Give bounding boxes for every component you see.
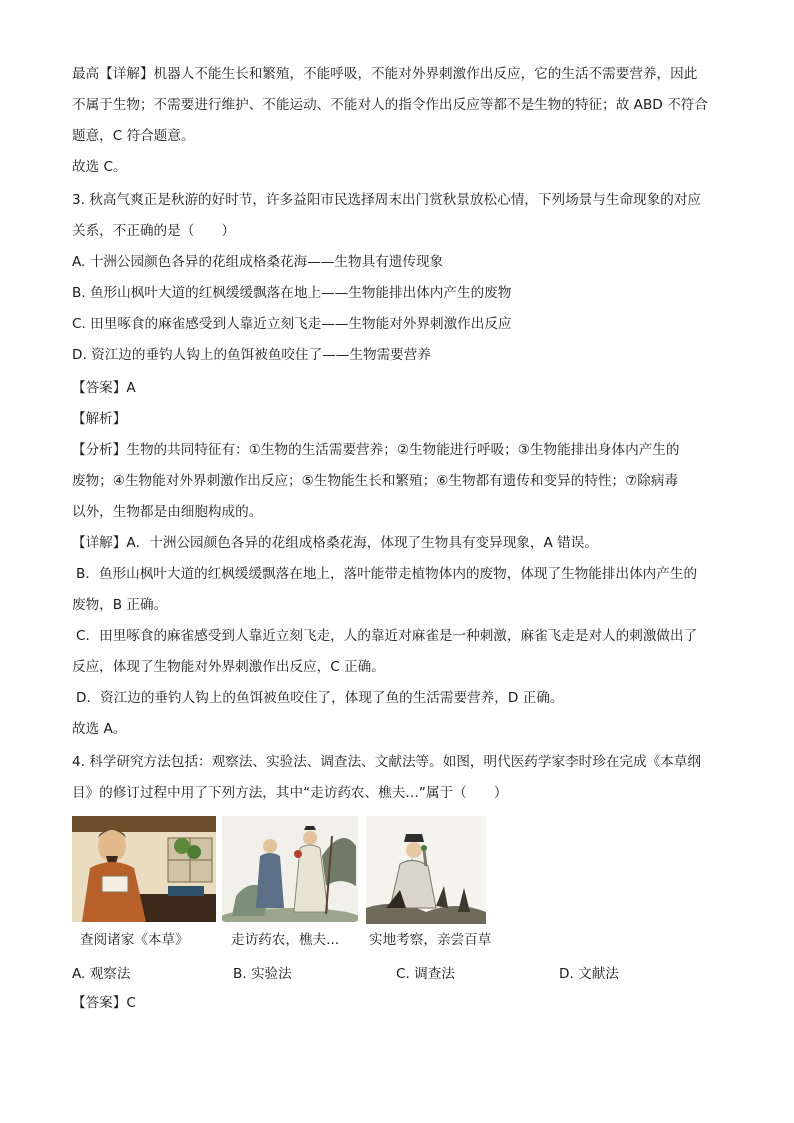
figure-tasting-herbs [366,816,486,924]
figure-reading-scholar [72,816,216,922]
option-d: D. 文献法 [559,966,619,982]
figure-caption: 走访药农，樵夫... [231,932,340,948]
figure-caption: 实地考察，亲尝百草 [369,932,492,948]
explanation-line: B．鱼形山枫叶大道的红枫缓缓飘落在地上，落叶能带走植物体内的废物，体现了生物能排出体内产生的 [76,566,698,582]
option-a: A. 十洲公园颜色各异的花组成格桑花海——生物具有遗传现象 [72,254,444,270]
paragraph-line: 题意，C 符合题意。 [72,128,195,144]
explanation-line: 反应，体现了生物能对外界刺激作出反应，C 正确。 [72,659,385,675]
conclusion-line: 故选 C。 [72,159,127,175]
figure-visiting-farmers [222,816,358,922]
option-b: B. 鱼形山枫叶大道的红枫缓缓飘落在地上——生物能排出体内产生的废物 [72,285,512,301]
option-c: C. 调查法 [396,966,455,982]
option-c: C. 田里啄食的麻雀感受到人靠近立刻飞走——生物能对外界刺激作出反应 [72,316,512,332]
question-3-stem: 关系，不正确的是（ ） [72,223,236,239]
question-4-stem: 目》的修订过程中用了下列方法，其中“走访药农、樵夫…”属于（ ） [72,785,508,801]
option-b: B. 实验法 [233,966,292,982]
explanation-line: D．资江边的垂钓人钩上的鱼饵被鱼咬住了，体现了鱼的生活需要营养，D 正确。 [76,690,564,706]
option-a: A. 观察法 [72,966,131,982]
analysis-line: 【分析】生物的共同特征有：①生物的生活需要营养；②生物能进行呼吸；③生物能排出身体内产生的 [72,442,680,458]
paragraph-line: 不属于生物；不需要进行维护、不能运动、不能对人的指令作出反应等都不是生物的特征；故 ABD 不符合 [72,97,708,113]
figure-caption: 查阅诸家《本草》 [80,932,189,948]
explanation-line: 废物，B 正确。 [72,597,168,613]
explanation-line: 【详解】A．十洲公园颜色各异的花组成格桑花海，体现了生物具有变异现象，A 错误。 [72,535,598,551]
option-d: D. 资江边的垂钓人钩上的鱼饵被鱼咬住了——生物需要营养 [72,347,431,363]
analysis-line: 废物；④生物能对外界刺激作出反应；⑤生物能生长和繁殖；⑥生物都有遗传和变异的特性；⑦除病毒 [72,473,679,489]
answer-label: 【答案】C [72,995,136,1011]
question-3-stem: 3. 秋高气爽正是秋游的好时节，许多益阳市民选择周末出门赏秋景放松心情，下列场景与生命现象的对应 [72,192,702,208]
paragraph-line: 最高【详解】机器人不能生长和繁殖，不能呼吸，不能对外界刺激作出反应，它的生活不需要营养，因此 [72,66,698,82]
analysis-label: 【解析】 [72,411,127,427]
answer-label: 【答案】A [72,380,136,396]
conclusion-line: 故选 A。 [72,721,127,737]
analysis-line: 以外，生物都是由细胞构成的。 [72,504,263,520]
explanation-line: C．田里啄食的麻雀感受到人靠近立刻飞走，人的靠近对麻雀是一种刺激，麻雀飞走是对人的刺激做出了 [76,628,698,644]
question-4-stem: 4. 科学研究方法包括：观察法、实验法、调查法、文献法等。如图，明代医药学家李时珍在完成《本草纲 [72,754,702,770]
